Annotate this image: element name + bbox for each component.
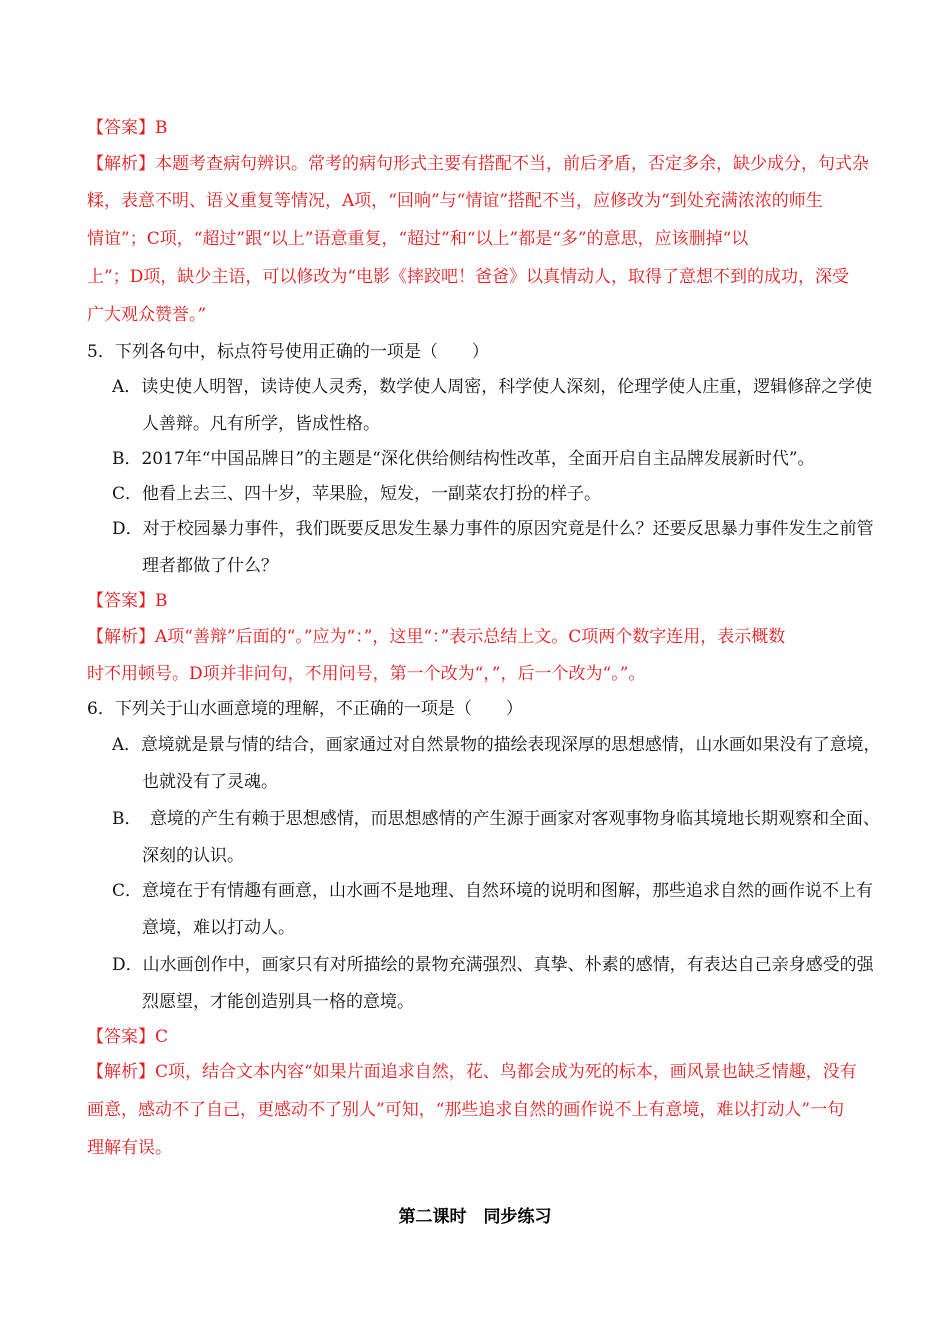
- q6-option-a: A．意境就是景与情的结合，画家通过对自然景物的描绘表现深厚的思想感情，山水画如果没有了意境，: [112, 735, 881, 755]
- q5-answer: 【答案】B: [87, 591, 168, 611]
- q6-option-d: D．山水画创作中，画家只有对所描绘的景物充满强烈、真挚、朴素的感情，有表达自己亲身感受的强: [112, 955, 874, 975]
- q6-option-a-cont: 也就没有了灵魂。: [142, 772, 278, 792]
- q6-stem: 6．下列关于山水画意境的理解，不正确的一项是（ ）: [87, 699, 523, 719]
- q6-option-c-cont: 意境，难以打动人。: [142, 918, 295, 938]
- q4-analysis-line: 情谊”；C项，“超过”跟“以上”语意重复，“超过”和“以上”都是“多”的意思，应该删掉“以: [87, 229, 749, 249]
- q6-analysis-line: 画意，感动不了自己，更感动不了别人”可知，“那些追求自然的画作说不上有意境，难以打动人”一句: [87, 1100, 845, 1120]
- q6-analysis-line: 【解析】C项，结合文本内容“如果片面追求自然，花、鸟都会成为死的标本，画风景也缺乏情趣，没有: [87, 1062, 857, 1082]
- q5-analysis-line: 【解析】A项“善辩”后面的“。”应为“：”，这里“：”表示总结上文。C项两个数字连用，表示概数: [87, 627, 786, 647]
- q5-option-d-cont: 理者都做了什么？: [142, 556, 278, 576]
- q5-option-a: A．读史使人明智，读诗使人灵秀，数学使人周密，科学使人深刻，伦理学使人庄重，逻辑修辞之学使: [112, 377, 873, 397]
- q6-option-d-cont: 烈愿望，才能创造别具一格的意境。: [142, 992, 414, 1012]
- q6-analysis-line: 理解有误。: [87, 1138, 172, 1158]
- q5-option-b: B．2017年“中国品牌日”的主题是“深化供给侧结构性改革，全面开启自主品牌发展新时代”。: [112, 449, 815, 469]
- q4-analysis-line: 糅，表意不明、语义重复等情况，A项，“回响”与“情谊”搭配不当，应修改为“到处充满浓浓的师生: [87, 191, 823, 211]
- section-title: 第二课时 同步练习: [398, 1207, 552, 1227]
- q6-option-b: B． 意境的产生有赖于思想感情，而思想感情的产生源于画家对客观事物身临其境地长期观察和全面、: [112, 809, 880, 829]
- q5-stem: 5．下列各句中，标点符号使用正确的一项是（ ）: [87, 342, 489, 362]
- q4-analysis-line: 广大观众赞誉。”: [87, 305, 207, 325]
- q6-option-b-cont: 深刻的认识。: [142, 846, 244, 866]
- q5-option-d: D．对于校园暴力事件，我们既要反思发生暴力事件的原因究竟是什么？还要反思暴力事件发生之前管: [112, 519, 874, 539]
- q6-answer: 【答案】C: [87, 1027, 169, 1047]
- q6-option-c: C．意境在于有情趣有画意，山水画不是地理、自然环境的说明和图解，那些追求自然的画作说不上有: [112, 881, 874, 901]
- q5-option-c: C．他看上去三、四十岁，苹果脸，短发，一副菜农打扮的样子。: [112, 484, 602, 504]
- q4-answer: 【答案】B: [87, 118, 168, 138]
- q5-analysis-line: 时不用顿号。D项并非问句，不用问号，第一个改为“，”，后一个改为“。”。: [87, 664, 646, 684]
- q4-analysis-line: 上”；D项，缺少主语，可以修改为“电影《摔跤吧！爸爸》以真情动人，取得了意想不到的成功，深受: [87, 267, 850, 287]
- q4-analysis-line: 【解析】本题考查病句辨识。常考的病句形式主要有搭配不当，前后矛盾，否定多余，缺少成分，句式杂: [87, 154, 869, 174]
- q5-option-a-cont: 人善辩。凡有所学，皆成性格。: [142, 414, 380, 434]
